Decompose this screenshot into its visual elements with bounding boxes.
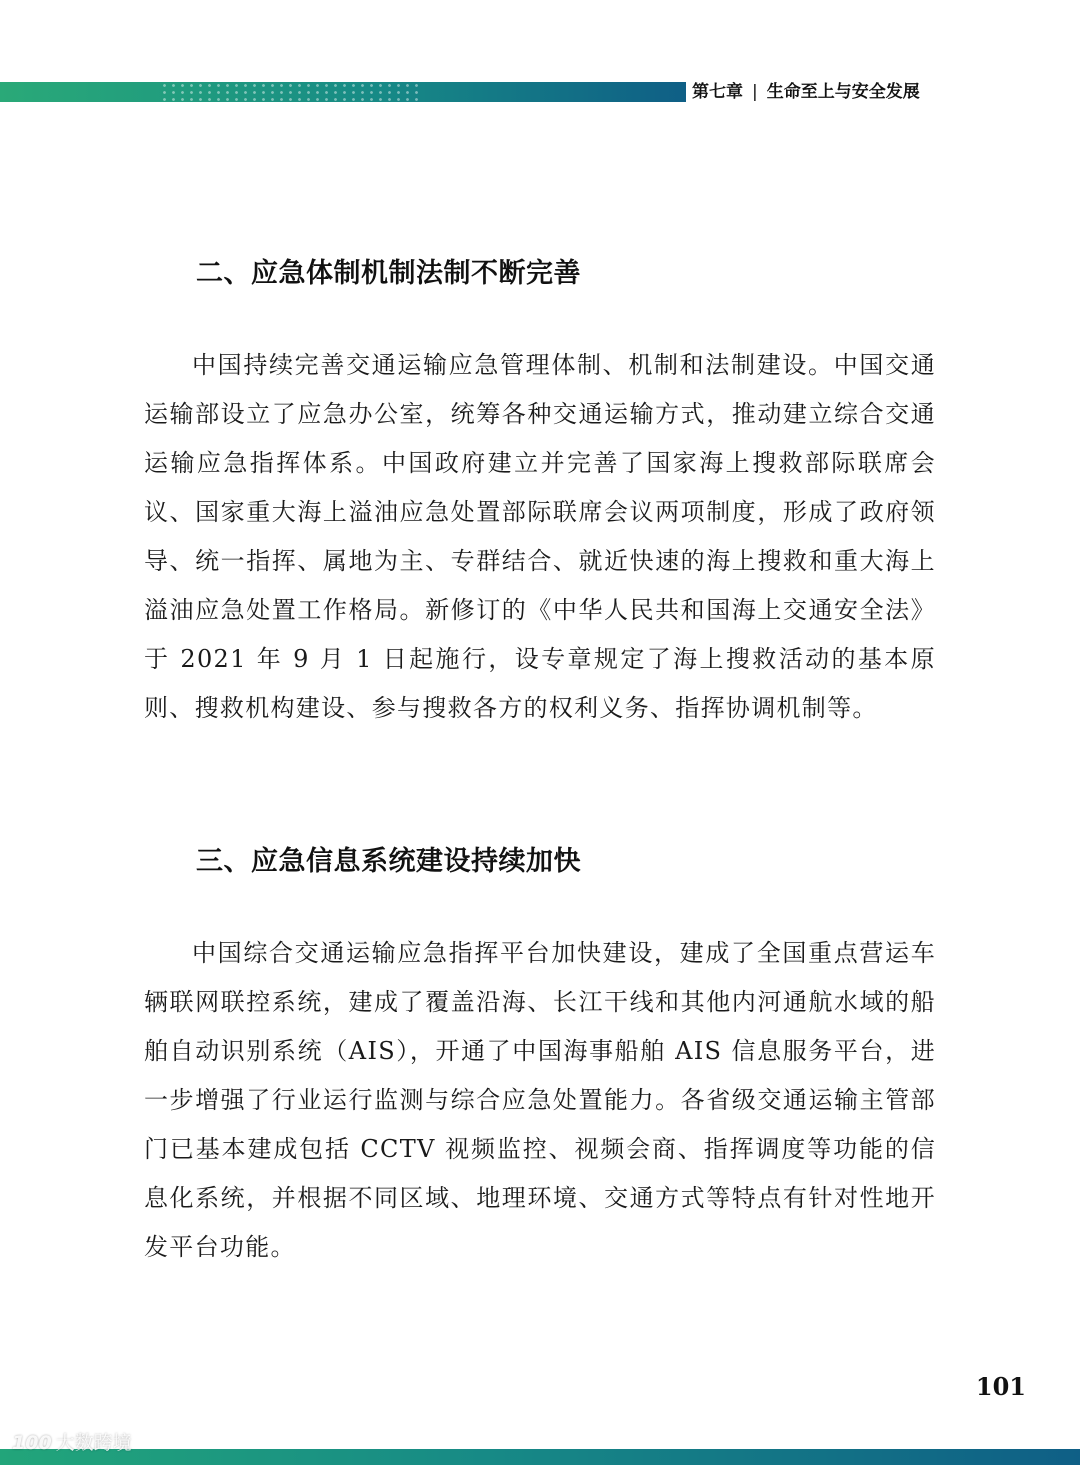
watermark-logo-icon: 100 xyxy=(12,1432,52,1454)
running-header xyxy=(692,80,920,104)
chapter-title: 生命至上与安全发展 xyxy=(766,82,920,102)
header-separator: | xyxy=(752,82,758,102)
section-heading-2: 二、应急体制机制法制不断完善 xyxy=(196,258,581,289)
watermark-text: 大数跨境 xyxy=(55,1432,132,1454)
watermark xyxy=(12,1430,132,1456)
section-heading-3: 三、应急信息系统建设持续加快 xyxy=(196,846,581,877)
page-number: 101 xyxy=(975,1372,1026,1401)
footer-decoration-band xyxy=(0,1449,1080,1465)
section-2-paragraph: 中国持续完善交通运输应急管理体制、机制和法制建设。中国交通运输部设立了应急办公室，统筹各种交通运输方式，推动建立综合交通运输应急指挥体系。中国政府建立并完善了国家海上搜救部际联席会议、国家重大海上溢油应急处置部际联席会议两项制度，形成了政府领导、统一指挥、属地为主、专群结合、就近快速的海上搜救和重大海上溢油应急处置工作格局。新修订的《中华人民共和国海上交通安全法》于 2021 年 9 月 1 日起施行，设专章规定了海上搜救活动的基本原则、搜救机构建设、参与搜救各方的权利义务、指挥协调机制等。 xyxy=(144,351,936,722)
section-3-paragraph: 中国综合交通运输应急指挥平台加快建设，建成了全国重点营运车辆联网联控系统，建成了覆盖沿海、长江干线和其他内河通航水域的船舶自动识别系统（AIS），开通了中国海事船舶 AIS 信息服务平台，进一步增强了行业运行监测与综合应急处置能力。各省级交通运输主管部门已基本建成包括 CCTV 视频监控、视频会商、指挥调度等功能的信息化系统，并根据不同区域、地理环境、交通方式等特点有针对性地开发平台功能。 xyxy=(144,939,936,1261)
chapter-label: 第七章 xyxy=(692,82,743,102)
header-decoration-band xyxy=(0,82,686,102)
